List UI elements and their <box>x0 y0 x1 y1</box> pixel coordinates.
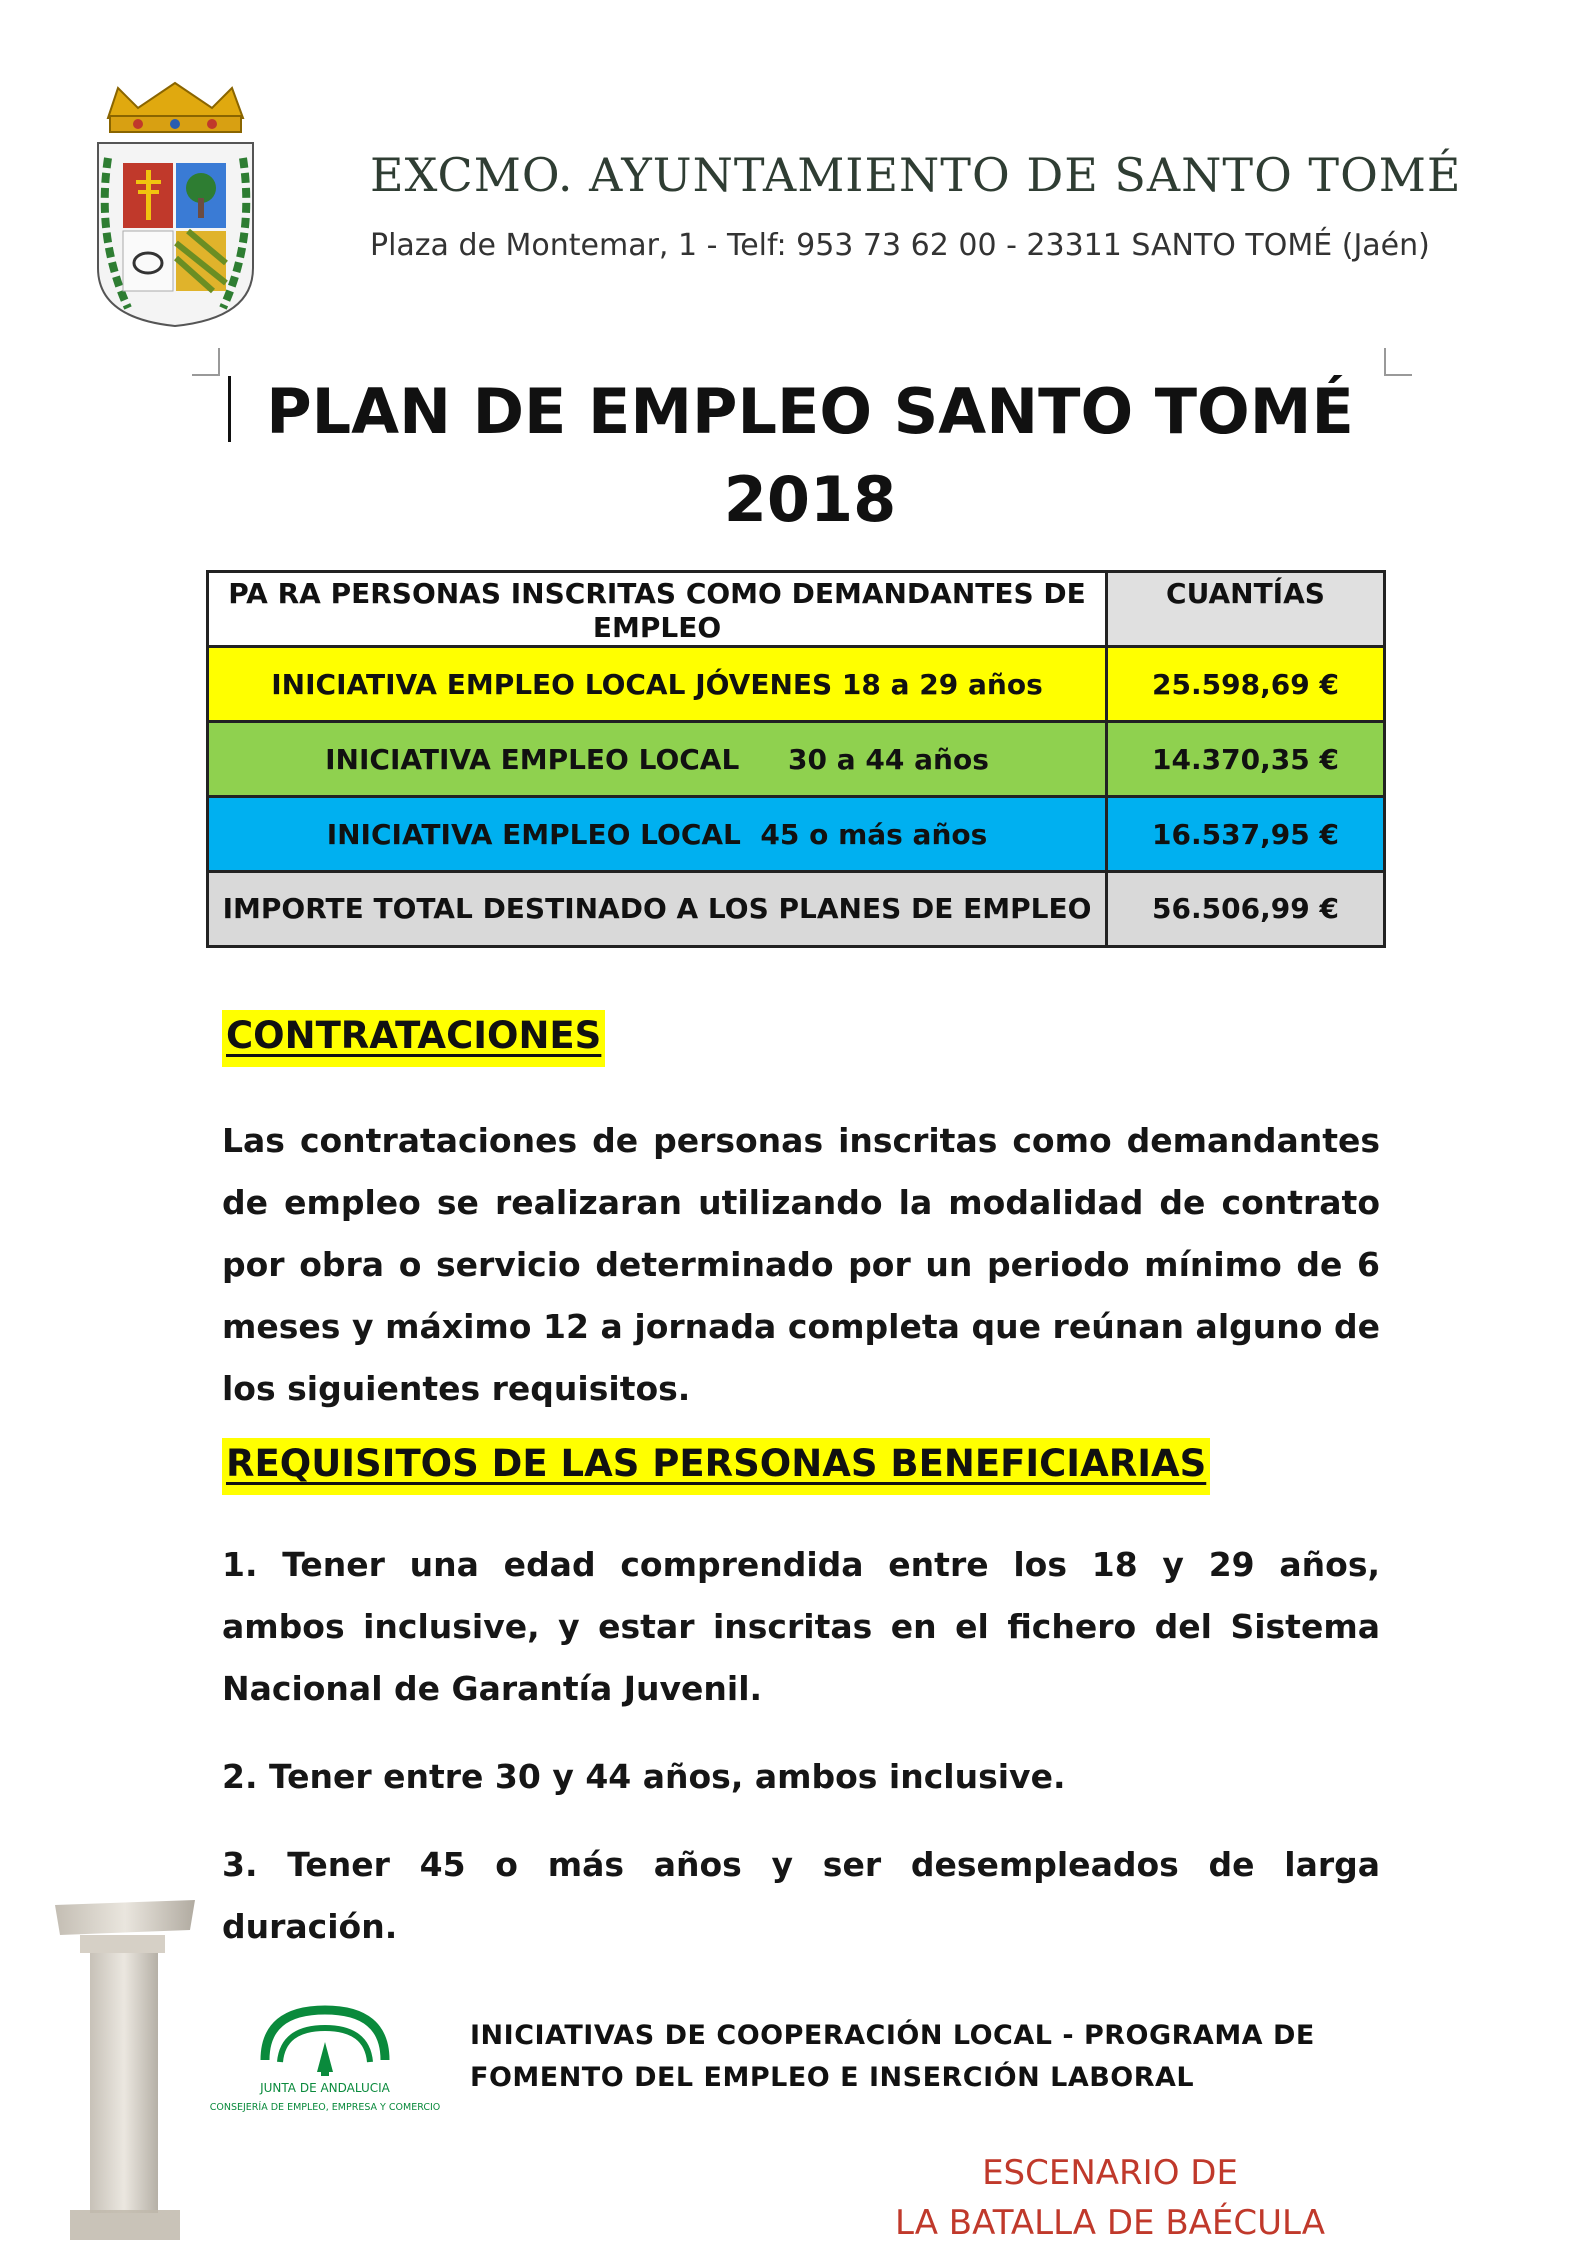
program-footer-text <box>470 2015 1390 2099</box>
row-amount: 16.537,95 € <box>1107 797 1385 872</box>
total-amount: 56.506,99 € <box>1107 872 1385 947</box>
budget-table <box>206 570 1386 948</box>
stone-column-image <box>50 1895 200 2240</box>
row-label: INICIATIVA EMPLEO LOCAL 45 o más años <box>208 797 1107 872</box>
crop-mark-left <box>192 348 220 376</box>
requirement-item-2: 2. Tener entre 30 y 44 años, ambos inclusive. <box>222 1757 1066 1796</box>
requirement-item-1: 1. Tener una edad comprendida entre los 18 y 29 años, ambos inclusive, y estar inscritas en el fichero del Sistema Nacional de Garantía Juvenil. <box>222 1545 1380 1708</box>
junta-department: CONSEJERÍA DE EMPLEO, EMPRESA Y COMERCIO <box>209 2102 441 2113</box>
battle-line-1: ESCENARIO DE <box>982 2153 1238 2193</box>
table-header-row <box>208 572 1385 647</box>
table-row-total <box>208 872 1385 947</box>
table-row-30-44 <box>208 722 1385 797</box>
program-line-1: INICIATIVAS DE COOPERACIÓN LOCAL - PROGRAMA DE <box>470 2020 1315 2051</box>
battle-site-text <box>800 2148 1420 2248</box>
header-beneficiaries: PA RA PERSONAS INSCRITAS COMO DEMANDANTES DE EMPLEO <box>208 572 1107 647</box>
row-amount: 25.598,69 € <box>1107 647 1385 722</box>
junta-name: JUNTA DE ANDALUCIA <box>260 2081 390 2095</box>
page-title-line1: PLAN DE EMPLEO SANTO TOMÉ <box>266 375 1354 448</box>
table-row-youth <box>208 647 1385 722</box>
contract-paragraph: Las contrataciones de personas inscritas como demandantes de empleo se realizaran utilizando la modalidad de contrato por obra o servicio determinado por un periodo mínimo de 6 meses y máximo 12 a jornada completa que reúnan alguno de los siguientes requisitos. <box>222 1121 1380 1408</box>
section-heading-contrataciones: CONTRATACIONES <box>222 1010 605 1067</box>
battle-line-2: LA BATALLA DE BAÉCULA <box>895 2203 1325 2243</box>
row-label: INICIATIVA EMPLEO LOCAL 30 a 44 años <box>208 722 1107 797</box>
organization-name: EXCMO. AYUNTAMIENTO DE SANTO TOMÉ <box>370 148 1462 202</box>
section-heading-requisitos: REQUISITOS DE LAS PERSONAS BENEFICIARIAS <box>222 1438 1210 1495</box>
junta-de-andalucia-logo <box>205 2000 445 2115</box>
requirement-item-3: 3. Tener 45 o más años y ser desempleados de larga duración. <box>222 1845 1380 1946</box>
page-title <box>220 368 1400 544</box>
row-amount: 14.370,35 € <box>1107 722 1385 797</box>
program-line-2: FOMENTO DEL EMPLEO E INSERCIÓN LABORAL <box>470 2062 1195 2093</box>
row-label: INICIATIVA EMPLEO LOCAL JÓVENES 18 a 29 años <box>208 647 1107 722</box>
table-row-45-plus <box>208 797 1385 872</box>
header-amounts: CUANTÍAS <box>1107 572 1385 647</box>
organization-address: Plaza de Montemar, 1 - Telf: 953 73 62 00 - 23311 SANTO TOMÉ (Jaén) <box>370 228 1430 263</box>
total-label: IMPORTE TOTAL DESTINADO A LOS PLANES DE EMPLEO <box>208 872 1107 947</box>
coat-of-arms-logo <box>88 78 263 328</box>
page-title-year: 2018 <box>723 463 897 536</box>
